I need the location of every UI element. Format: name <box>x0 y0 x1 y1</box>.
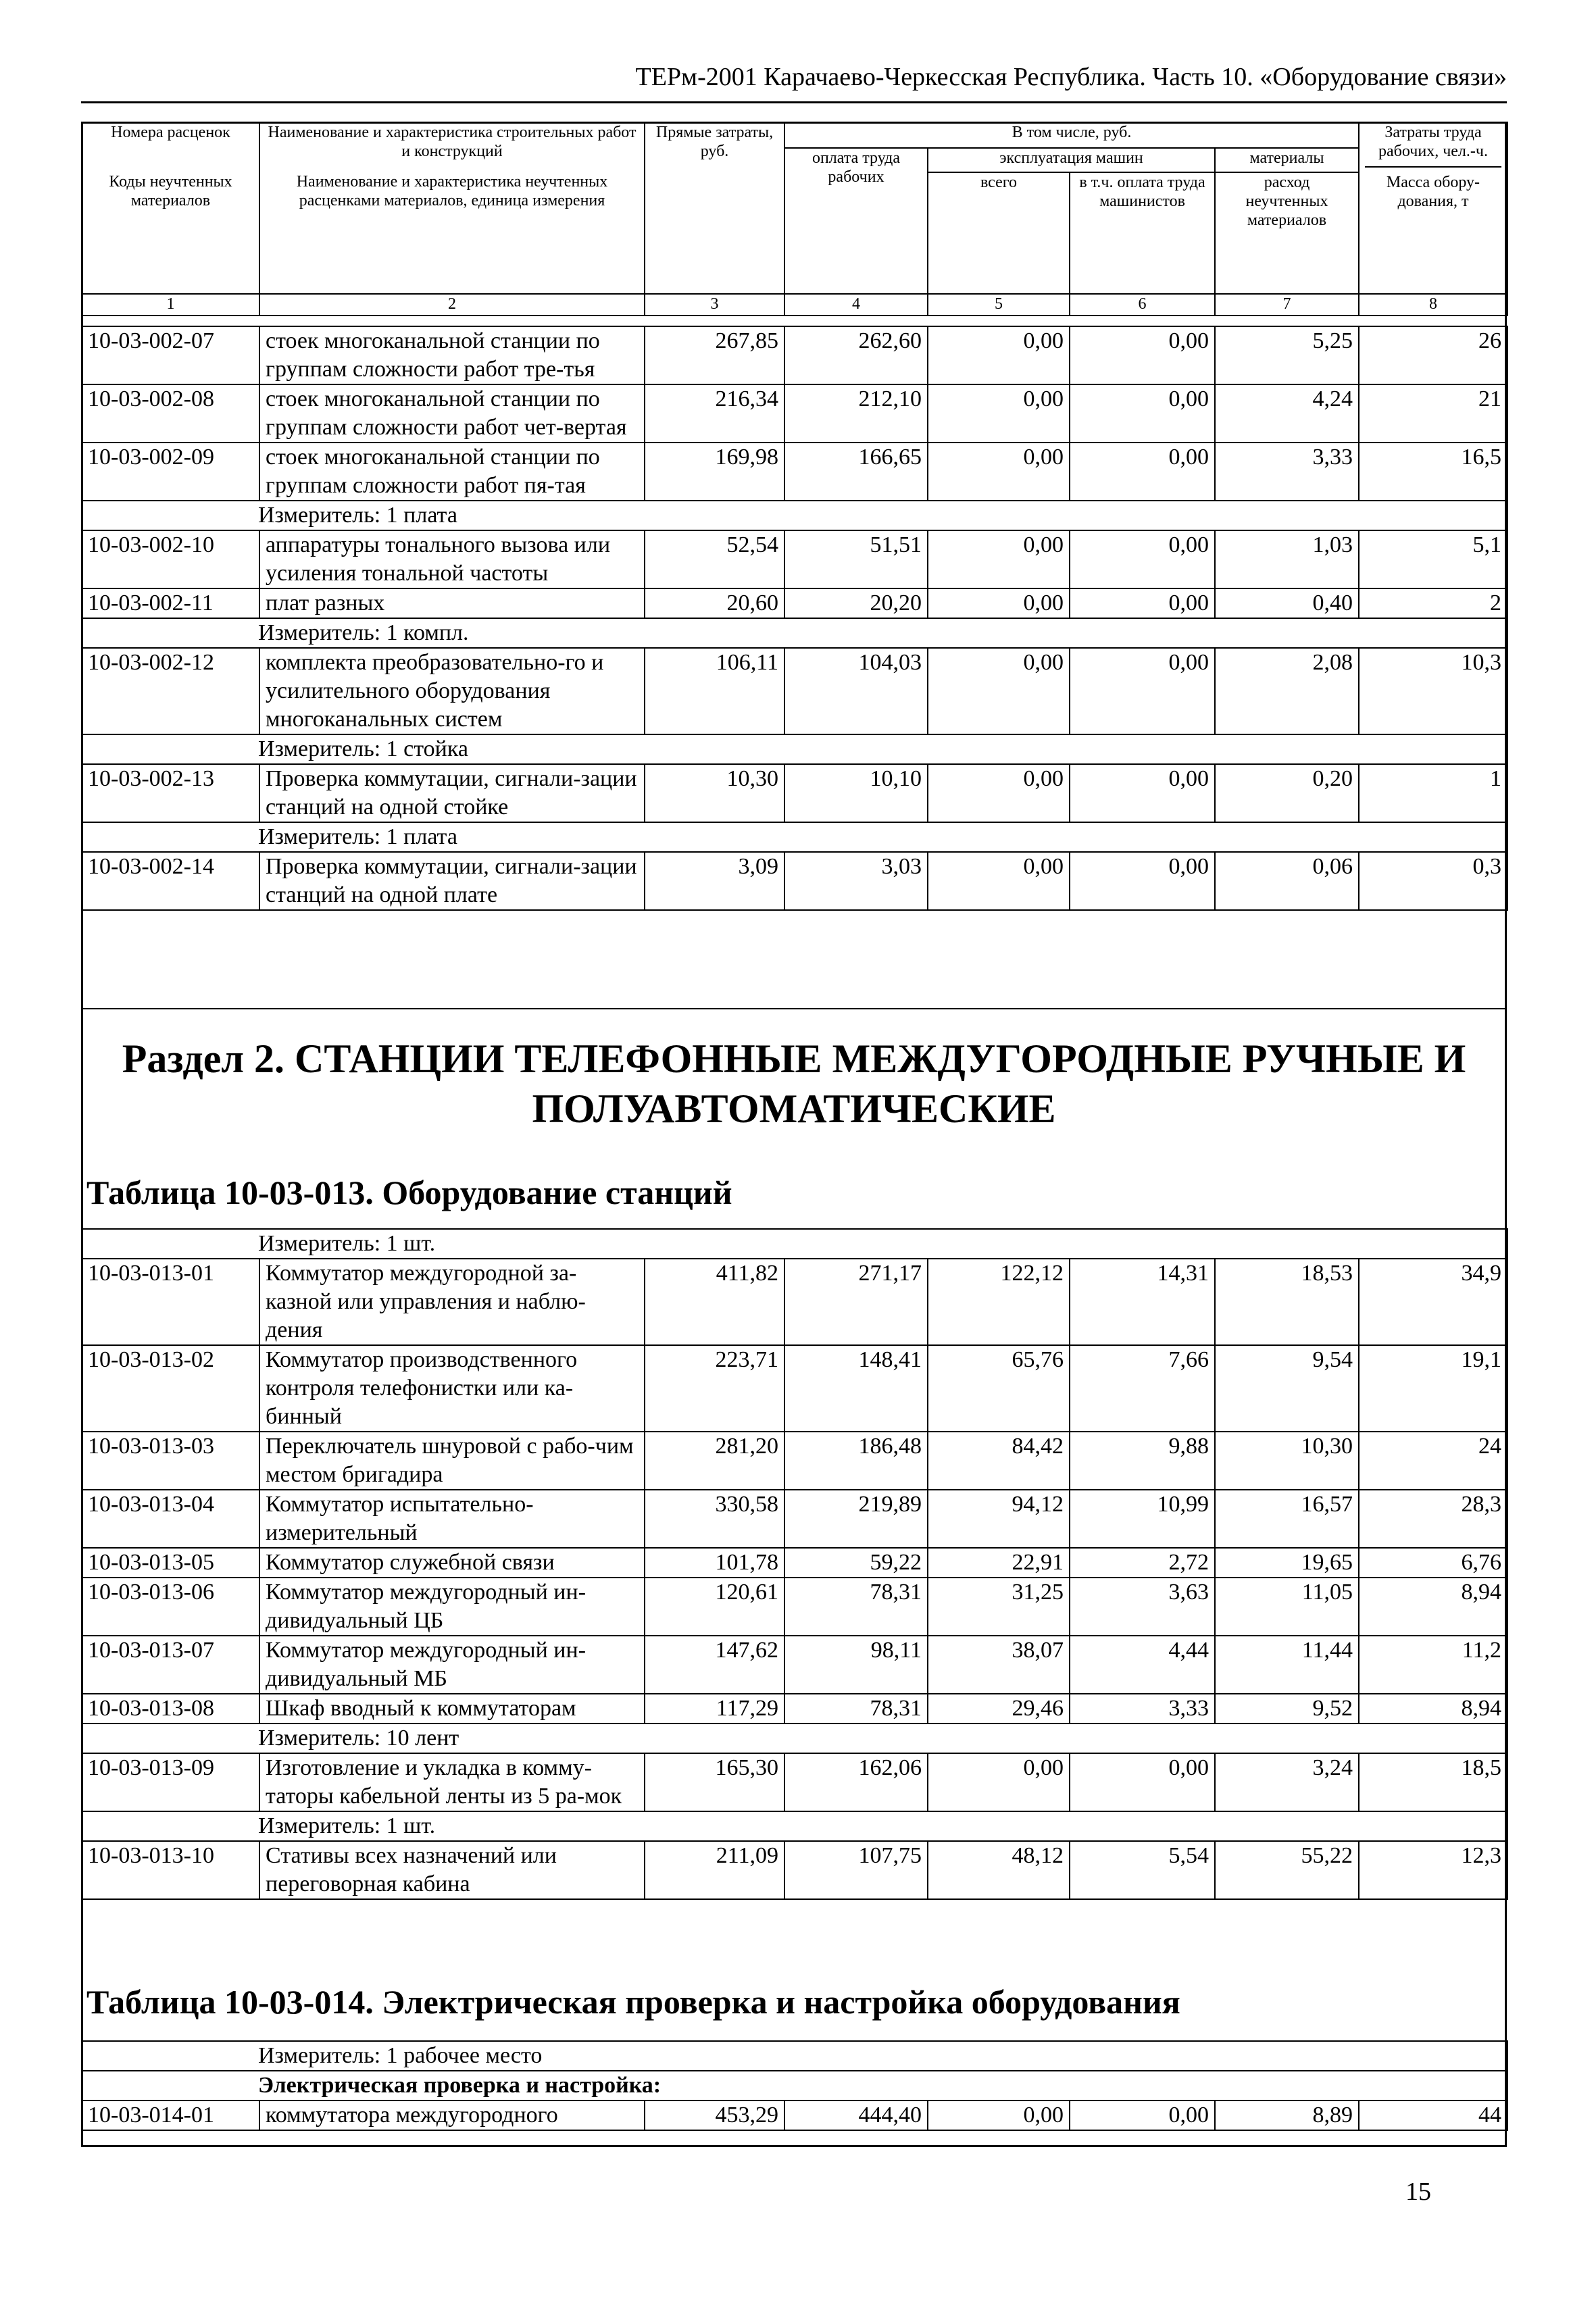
labor-cost-value: 10,3 <box>1359 648 1507 734</box>
measure-row <box>82 1724 1507 1753</box>
materials-cost-value: 2,08 <box>1215 648 1359 734</box>
machinists-wages-value: 0,00 <box>1070 2101 1215 2130</box>
rate-code: 10-03-013-08 <box>82 1694 259 1724</box>
rate-name: Стативы всех назначений или переговорная кабина <box>259 1841 645 1899</box>
direct-cost-value: 52,54 <box>645 530 784 588</box>
rate-name: Коммутатор служебной связи <box>259 1548 645 1578</box>
rate-code: 10-03-013-09 <box>82 1753 259 1811</box>
wages-value: 186,48 <box>784 1432 928 1490</box>
rate-name: стоек многоканальной станции по группам сложности работ чет-вертая <box>259 384 645 443</box>
rates-table-014 <box>81 2040 1508 2131</box>
machines-total-value: 65,76 <box>928 1345 1070 1432</box>
rate-code: 10-03-013-06 <box>82 1578 259 1636</box>
rate-code: 10-03-013-10 <box>82 1841 259 1899</box>
header-name-bottom: Наименование и характеристика неучтенных расценками материалов, единица измерения <box>259 172 645 294</box>
header-name-top: Наименование и характеристика строительных работ и конструкций <box>259 122 645 172</box>
rate-row <box>82 1694 1507 1724</box>
machines-total-value: 0,00 <box>928 2101 1070 2130</box>
rate-row <box>82 326 1507 384</box>
labor-cost-value: 18,5 <box>1359 1753 1507 1811</box>
measure-row <box>82 2071 1507 2101</box>
labor-cost-value: 6,76 <box>1359 1548 1507 1578</box>
rate-row <box>82 764 1507 822</box>
rate-row <box>82 648 1507 734</box>
direct-cost-value: 120,61 <box>645 1578 784 1636</box>
measure-label: Измеритель: 10 лент <box>82 1724 1507 1753</box>
header-labor: Затраты труда рабочих, чел.-ч. <box>1365 123 1501 168</box>
rate-row <box>82 1432 1507 1490</box>
machines-total-value: 0,00 <box>928 443 1070 501</box>
machines-total-value: 48,12 <box>928 1841 1070 1899</box>
wages-value: 78,31 <box>784 1694 928 1724</box>
direct-cost-value: 211,09 <box>645 1841 784 1899</box>
col-number: 3 <box>645 294 784 316</box>
materials-cost-value: 1,03 <box>1215 530 1359 588</box>
machines-total-value: 0,00 <box>928 764 1070 822</box>
materials-cost-value: 4,24 <box>1215 384 1359 443</box>
header-direct: Прямые затраты, руб. <box>645 122 784 294</box>
header-wages: оплата труда рабочих <box>784 148 928 294</box>
direct-cost-value: 101,78 <box>645 1548 784 1578</box>
wages-value: 444,40 <box>784 2101 928 2130</box>
header-mass: Масса обору-дования, т <box>1386 174 1480 210</box>
header-materials: материалы <box>1215 148 1359 172</box>
machinists-wages-value: 9,88 <box>1070 1432 1215 1490</box>
wages-value: 59,22 <box>784 1548 928 1578</box>
direct-cost-value: 411,82 <box>645 1259 784 1345</box>
rate-code: 10-03-002-12 <box>82 648 259 734</box>
measure-label: Измеритель: 1 шт. <box>82 1229 1507 1259</box>
rate-name: Шкаф вводный к коммутаторам <box>259 1694 645 1724</box>
table-title-013: Таблица 10-03-013. Оборудование станций <box>86 1174 732 1211</box>
machinists-wages-value: 0,00 <box>1070 384 1215 443</box>
running-header: ТЕРм-2001 Карачаево-Черкесская Республика. Часть 10. «Оборудование связи» <box>81 62 1507 103</box>
rate-name: Коммутатор междугородный ин-дивидуальный МБ <box>259 1636 645 1694</box>
wages-value: 20,20 <box>784 588 928 618</box>
machines-total-value: 122,12 <box>928 1259 1070 1345</box>
rate-row <box>82 1345 1507 1432</box>
direct-cost-value: 281,20 <box>645 1432 784 1490</box>
rate-code: 10-03-013-07 <box>82 1636 259 1694</box>
machinists-wages-value: 0,00 <box>1070 852 1215 910</box>
header-machines: эксплуатация машин <box>928 148 1215 172</box>
machinists-wages-value: 7,66 <box>1070 1345 1215 1432</box>
machines-total-value: 0,00 <box>928 588 1070 618</box>
machines-total-value: 0,00 <box>928 384 1070 443</box>
column-header <box>81 122 1508 316</box>
materials-cost-value: 3,24 <box>1215 1753 1359 1811</box>
rate-name: стоек многоканальной станции по группам сложности работ пя-тая <box>259 443 645 501</box>
rates-table-013 <box>81 1228 1508 1900</box>
direct-cost-value: 223,71 <box>645 1345 784 1432</box>
col-number: 2 <box>259 294 645 316</box>
rate-name: коммутатора междугородного <box>259 2101 645 2130</box>
col-number: 7 <box>1215 294 1359 316</box>
materials-cost-value: 0,06 <box>1215 852 1359 910</box>
measure-row <box>82 2041 1507 2071</box>
direct-cost-value: 267,85 <box>645 326 784 384</box>
header-including: В том числе, руб. <box>784 122 1359 148</box>
measure-label: Измеритель: 1 плата <box>82 822 1507 852</box>
col-number: 4 <box>784 294 928 316</box>
rate-code: 10-03-014-01 <box>82 2101 259 2130</box>
materials-cost-value: 9,52 <box>1215 1694 1359 1724</box>
labor-cost-value: 0,3 <box>1359 852 1507 910</box>
wages-value: 3,03 <box>784 852 928 910</box>
machinists-wages-value: 0,00 <box>1070 326 1215 384</box>
machines-total-value: 38,07 <box>928 1636 1070 1694</box>
direct-cost-value: 20,60 <box>645 588 784 618</box>
machinists-wages-value: 0,00 <box>1070 1753 1215 1811</box>
direct-cost-value: 169,98 <box>645 443 784 501</box>
direct-cost-value: 453,29 <box>645 2101 784 2130</box>
machinists-wages-value: 0,00 <box>1070 530 1215 588</box>
wages-value: 104,03 <box>784 648 928 734</box>
rate-name: Коммутатор испытательно-измерительный <box>259 1490 645 1548</box>
direct-cost-value: 165,30 <box>645 1753 784 1811</box>
measure-row <box>82 501 1507 530</box>
machines-total-value: 0,00 <box>928 648 1070 734</box>
rate-name: Коммутатор междугородный ин-дивидуальный ЦБ <box>259 1578 645 1636</box>
measure-label: Измеритель: 1 шт. <box>82 1811 1507 1841</box>
materials-cost-value: 11,44 <box>1215 1636 1359 1694</box>
rate-code: 10-03-013-05 <box>82 1548 259 1578</box>
section-divider <box>81 1008 1507 1009</box>
measure-label: Измеритель: 1 стойка <box>82 734 1507 764</box>
rate-name: Коммутатор междугородной за-казной или управления и наблю-дения <box>259 1259 645 1345</box>
machinists-wages-value: 0,00 <box>1070 648 1215 734</box>
labor-cost-value: 11,2 <box>1359 1636 1507 1694</box>
rate-code: 10-03-013-01 <box>82 1259 259 1345</box>
machinists-wages-value: 4,44 <box>1070 1636 1215 1694</box>
labor-cost-value: 2 <box>1359 588 1507 618</box>
rate-row <box>82 1636 1507 1694</box>
machinists-wages-value: 14,31 <box>1070 1259 1215 1345</box>
machines-total-value: 84,42 <box>928 1432 1070 1490</box>
wages-value: 98,11 <box>784 1636 928 1694</box>
rate-name: Проверка коммутации, сигнали-зации станций на одной стойке <box>259 764 645 822</box>
section-title: Раздел 2. СТАНЦИИ ТЕЛЕФОННЫЕ МЕЖДУГОРОДНЫЕ РУЧНЫЕ И ПОЛУАВТОМАТИЧЕСКИЕ <box>122 1036 1466 1131</box>
measure-row <box>82 618 1507 648</box>
rate-row <box>82 852 1507 910</box>
materials-cost-value: 55,22 <box>1215 1841 1359 1899</box>
rate-code: 10-03-013-04 <box>82 1490 259 1548</box>
rate-code: 10-03-002-09 <box>82 443 259 501</box>
header-rate-numbers: Номера расценок <box>82 122 259 172</box>
rate-row <box>82 1548 1507 1578</box>
machinists-wages-value: 3,63 <box>1070 1578 1215 1636</box>
direct-cost-value: 216,34 <box>645 384 784 443</box>
rate-row <box>82 530 1507 588</box>
machines-total-value: 94,12 <box>928 1490 1070 1548</box>
direct-cost-value: 330,58 <box>645 1490 784 1548</box>
wages-value: 162,06 <box>784 1753 928 1811</box>
rate-name: Изготовление и укладка в комму-таторы кабельной ленты из 5 ра-мок <box>259 1753 645 1811</box>
wages-value: 148,41 <box>784 1345 928 1432</box>
labor-cost-value: 34,9 <box>1359 1259 1507 1345</box>
machinists-wages-value: 0,00 <box>1070 443 1215 501</box>
labor-cost-value: 5,1 <box>1359 530 1507 588</box>
measure-row <box>82 822 1507 852</box>
measure-row <box>82 1229 1507 1259</box>
materials-cost-value: 3,33 <box>1215 443 1359 501</box>
rate-name: Проверка коммутации, сигнали-зации станций на одной плате <box>259 852 645 910</box>
direct-cost-value: 147,62 <box>645 1636 784 1694</box>
machinists-wages-value: 0,00 <box>1070 764 1215 822</box>
measure-row <box>82 734 1507 764</box>
direct-cost-value: 106,11 <box>645 648 784 734</box>
direct-cost-value: 117,29 <box>645 1694 784 1724</box>
wages-value: 219,89 <box>784 1490 928 1548</box>
labor-cost-value: 21 <box>1359 384 1507 443</box>
rate-code: 10-03-013-02 <box>82 1345 259 1432</box>
rate-code: 10-03-002-10 <box>82 530 259 588</box>
materials-cost-value: 9,54 <box>1215 1345 1359 1432</box>
measure-label: Измеритель: 1 рабочее место <box>82 2041 1507 2071</box>
materials-cost-value: 19,65 <box>1215 1548 1359 1578</box>
rate-row <box>82 2101 1507 2130</box>
rate-row <box>82 1841 1507 1899</box>
rates-table-continued <box>81 326 1508 911</box>
col-number: 1 <box>82 294 259 316</box>
machines-total-value: 0,00 <box>928 530 1070 588</box>
labor-cost-value: 19,1 <box>1359 1345 1507 1432</box>
rate-row <box>82 384 1507 443</box>
col-number: 6 <box>1070 294 1215 316</box>
machines-total-value: 29,46 <box>928 1694 1070 1724</box>
materials-cost-value: 16,57 <box>1215 1490 1359 1548</box>
rate-row <box>82 1259 1507 1345</box>
direct-cost-value: 10,30 <box>645 764 784 822</box>
header-labor-mass <box>1359 122 1507 294</box>
labor-cost-value: 44 <box>1359 2101 1507 2130</box>
header-machines-total: всего <box>928 172 1070 294</box>
labor-cost-value: 24 <box>1359 1432 1507 1490</box>
machines-total-value: 0,00 <box>928 326 1070 384</box>
rate-name: стоек многоканальной станции по группам сложности работ тре-тья <box>259 326 645 384</box>
wages-value: 271,17 <box>784 1259 928 1345</box>
rate-code: 10-03-013-03 <box>82 1432 259 1490</box>
materials-cost-value: 8,89 <box>1215 2101 1359 2130</box>
labor-cost-value: 1 <box>1359 764 1507 822</box>
machinists-wages-value: 10,99 <box>1070 1490 1215 1548</box>
rate-code: 10-03-002-11 <box>82 588 259 618</box>
machinists-wages-value: 3,33 <box>1070 1694 1215 1724</box>
labor-cost-value: 8,94 <box>1359 1578 1507 1636</box>
wages-value: 78,31 <box>784 1578 928 1636</box>
rate-row <box>82 588 1507 618</box>
machinists-wages-value: 2,72 <box>1070 1548 1215 1578</box>
page-number: 15 <box>1405 2178 1431 2206</box>
measure-label: Электрическая проверка и настройка: <box>82 2071 1507 2101</box>
direct-cost-value: 3,09 <box>645 852 784 910</box>
rate-code: 10-03-002-07 <box>82 326 259 384</box>
materials-cost-value: 0,20 <box>1215 764 1359 822</box>
wages-value: 212,10 <box>784 384 928 443</box>
labor-cost-value: 28,3 <box>1359 1490 1507 1548</box>
machines-total-value: 0,00 <box>928 1753 1070 1811</box>
measure-label: Измеритель: 1 плата <box>82 501 1507 530</box>
header-machinists: в т.ч. оплата труда машинистов <box>1070 172 1215 294</box>
rate-code: 10-03-002-14 <box>82 852 259 910</box>
header-codes: Коды неучтенных материалов <box>82 172 259 294</box>
rate-name: комплекта преобразовательно-го и усилительного оборудования многоканальных систем <box>259 648 645 734</box>
measure-row <box>82 1811 1507 1841</box>
materials-cost-value: 10,30 <box>1215 1432 1359 1490</box>
labor-cost-value: 8,94 <box>1359 1694 1507 1724</box>
rate-name: плат разных <box>259 588 645 618</box>
rate-name: Переключатель шнуровой с рабо-чим местом бригадира <box>259 1432 645 1490</box>
machines-total-value: 31,25 <box>928 1578 1070 1636</box>
rate-row <box>82 1753 1507 1811</box>
wages-value: 166,65 <box>784 443 928 501</box>
materials-cost-value: 18,53 <box>1215 1259 1359 1345</box>
rate-row <box>82 1490 1507 1548</box>
wages-value: 107,75 <box>784 1841 928 1899</box>
rate-row <box>82 443 1507 501</box>
measure-label: Измеритель: 1 компл. <box>82 618 1507 648</box>
rate-code: 10-03-002-08 <box>82 384 259 443</box>
materials-cost-value: 5,25 <box>1215 326 1359 384</box>
table-title-014: Таблица 10-03-014. Электрическая проверка и настройка оборудования <box>86 1983 1180 2021</box>
labor-cost-value: 26 <box>1359 326 1507 384</box>
materials-cost-value: 0,40 <box>1215 588 1359 618</box>
wages-value: 51,51 <box>784 530 928 588</box>
col-number: 5 <box>928 294 1070 316</box>
materials-cost-value: 11,05 <box>1215 1578 1359 1636</box>
machines-total-value: 22,91 <box>928 1548 1070 1578</box>
rate-row <box>82 1578 1507 1636</box>
labor-cost-value: 12,3 <box>1359 1841 1507 1899</box>
wages-value: 10,10 <box>784 764 928 822</box>
col-number: 8 <box>1359 294 1507 316</box>
rate-code: 10-03-002-13 <box>82 764 259 822</box>
header-materials-cost: расход неучтенных материалов <box>1215 172 1359 294</box>
machinists-wages-value: 5,54 <box>1070 1841 1215 1899</box>
labor-cost-value: 16,5 <box>1359 443 1507 501</box>
machinists-wages-value: 0,00 <box>1070 588 1215 618</box>
wages-value: 262,60 <box>784 326 928 384</box>
machines-total-value: 0,00 <box>928 852 1070 910</box>
rate-name: аппаратуры тонального вызова или усиления тональной частоты <box>259 530 645 588</box>
rate-name: Коммутатор производственного контроля телефонистки или ка-бинный <box>259 1345 645 1432</box>
